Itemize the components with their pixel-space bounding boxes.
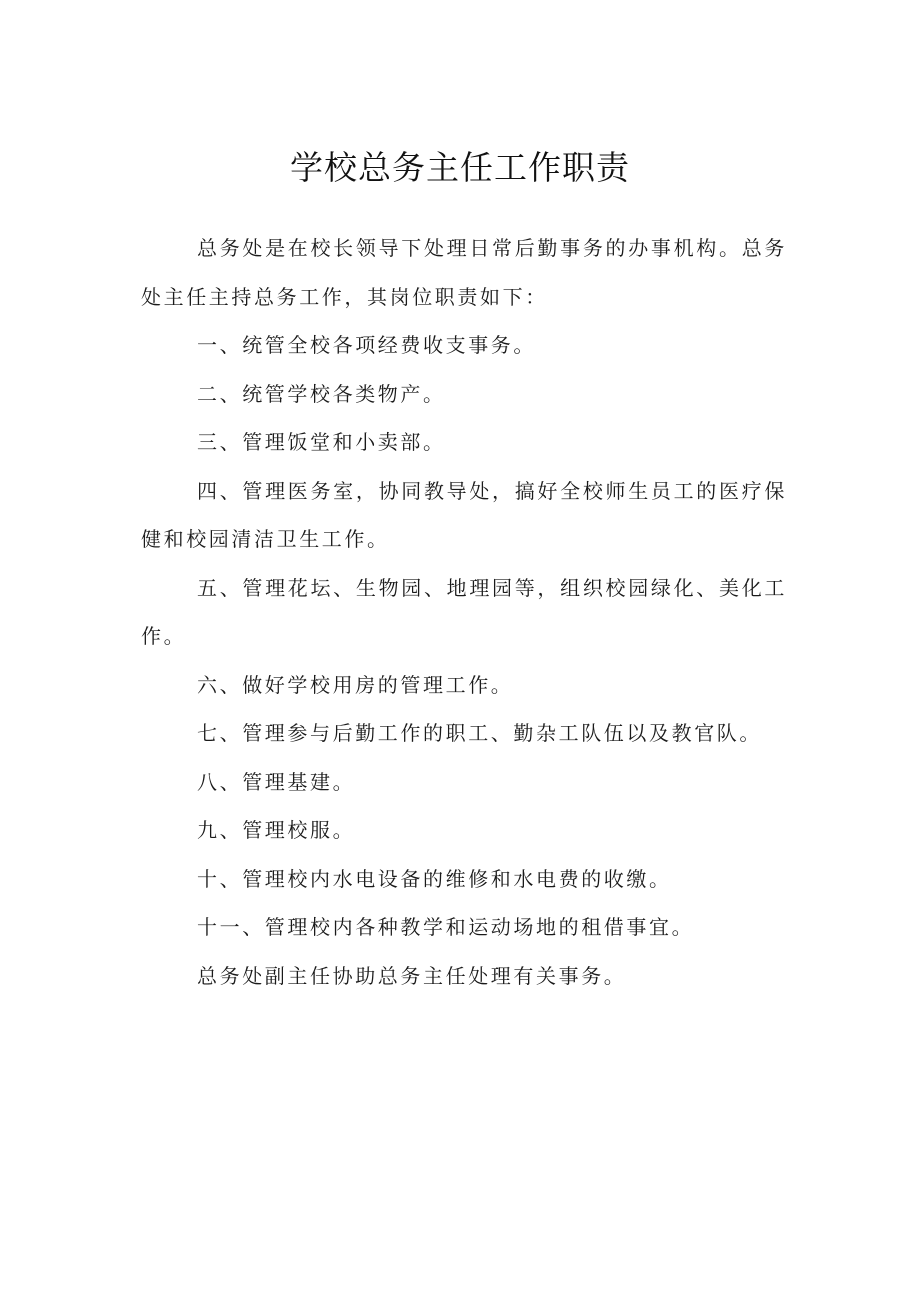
duty-item-1: 一、统管全校各项经费收支事务。 bbox=[197, 333, 536, 357]
closing-paragraph: 总务处副主任协助总务主任处理有关事务。 bbox=[197, 963, 627, 988]
document-body bbox=[141, 224, 787, 1000]
duty-item-6: 六、做好学校用房的管理工作。 bbox=[197, 672, 514, 697]
duty-item-2: 二、统管学校各类物产。 bbox=[197, 381, 446, 406]
duty-item-4: 四、管理医务室，协同教导处，搞好全校师生员工的医疗保健和校园清洁卫生工作。 bbox=[141, 478, 787, 551]
duty-item-3: 三、管理饭堂和小卖部。 bbox=[197, 430, 446, 454]
document-title: 学校总务主任工作职责 bbox=[290, 148, 630, 187]
intro-paragraph: 总务处是在校长领导下处理日常后勤事务的办事机构。总务处主任主持总务工作，其岗位职责如下： bbox=[141, 236, 787, 309]
duty-item-7: 七、管理参与后勤工作的职工、勤杂工队伍以及教官队。 bbox=[197, 721, 762, 745]
duty-item-10: 十、管理校内水电设备的维修和水电费的收缴。 bbox=[197, 866, 672, 891]
duty-item-11: 十一、管理校内各种教学和运动场地的租借事宜。 bbox=[197, 915, 695, 939]
duty-item-5: 五、管理花坛、生物园、地理园等，组织校园绿化、美化工作。 bbox=[141, 575, 787, 648]
duty-item-9: 九、管理校服。 bbox=[197, 818, 356, 842]
duty-item-8: 八、管理基建。 bbox=[197, 769, 356, 794]
